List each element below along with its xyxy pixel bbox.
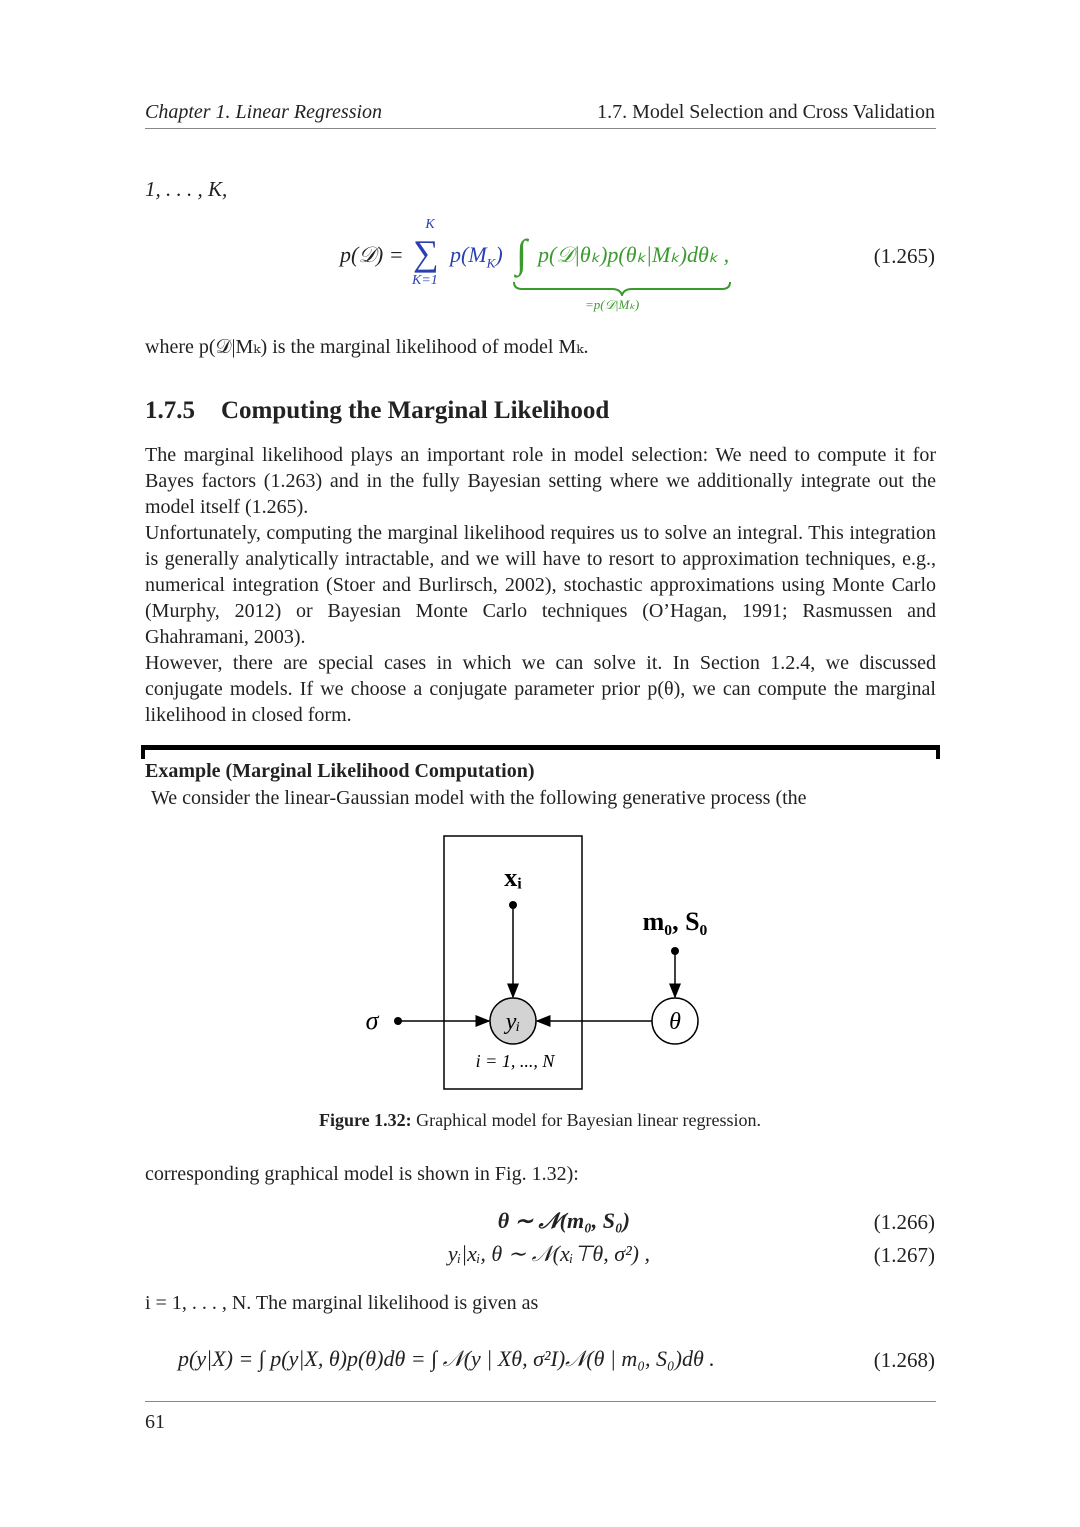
hyperparameter-label: m₀, S₀ <box>642 907 708 936</box>
paragraph: However, there are special cases in which we can solve it. In Section 1.2.4, we discussed conjugate models. If we choose a conjugate parameter prior p(θ), we can compute the marginal likelihood in closed form. <box>145 652 936 726</box>
sum-upper: K <box>425 217 435 232</box>
caption-text: Graphical model for Bayesian linear regression. <box>416 1110 762 1130</box>
equation-number: (1.265) <box>873 244 935 268</box>
integral-symbol: ∫ <box>516 231 527 276</box>
example-box-left-tick <box>141 745 145 759</box>
section-number: 1.7.5 <box>145 397 195 424</box>
equation-number-1267: (1.267) <box>873 1243 935 1267</box>
sum-lower: K=1 <box>412 273 438 288</box>
section-title: Computing the Marginal Likelihood <box>221 397 610 424</box>
eq-lhs: p(𝒟) = <box>340 242 404 267</box>
range-text: i = 1, . . . , N. The marginal likelihood is given as <box>145 1292 539 1314</box>
caption-label: Figure 1.32: <box>318 1110 412 1130</box>
after-figure-text: corresponding graphical model is shown in Fig. 1.32): <box>145 1163 579 1185</box>
equation-1268: p(y|X) = ∫ p(y|X, θ)p(θ)dθ = ∫ 𝒩(y | Xθ, σ²I)𝒩(θ | m₀, S₀)dθ . <box>178 1346 715 1371</box>
section-heading <box>145 396 609 426</box>
integrand: p(𝒟|θₖ)p(θₖ|Mₖ)dθₖ , <box>538 242 730 267</box>
equation-1266: θ ∼ 𝒩(m₀, S₀) <box>497 1208 630 1233</box>
header-rule <box>145 128 936 129</box>
footer-rule <box>145 1401 936 1402</box>
equation-number-1266: (1.266) <box>873 1210 935 1234</box>
equation-1267: yᵢ|xᵢ, θ ∼ 𝒩(xᵢ⊤θ, σ²) , <box>447 1241 650 1266</box>
sum-symbol: ∑ <box>413 233 439 273</box>
prior-sub: K <box>486 255 496 271</box>
running-header-section: 1.7. Model Selection and Cross Validation <box>597 101 935 123</box>
example-title: Example (Marginal Likelihood Computation) <box>145 760 535 782</box>
running-header-chapter: Chapter 1. Linear Regression <box>145 101 383 123</box>
plate-label: i = 1, ..., N <box>475 1051 555 1071</box>
paragraph: The marginal likelihood plays an important role in model selection: We need to compute it for Bayes factors (1.263) and in the fully Bayesian setting where we additionally integrate out the model itself (1.265). <box>145 444 936 518</box>
figure-caption <box>0 1109 1080 1131</box>
example-box-top-rule <box>141 745 940 750</box>
body-text <box>145 442 936 728</box>
y-node-label: yᵢ <box>505 1009 521 1035</box>
underbrace <box>512 280 732 296</box>
theta-node-label: θ <box>669 1009 681 1035</box>
intro-fragment: 1, . . . , K, <box>145 177 228 201</box>
x-node-label: xᵢ <box>504 863 522 892</box>
prior: p(M <box>450 242 487 267</box>
example-box-right-tick <box>936 745 940 759</box>
example-text: We consider the linear-Gaussian model with the following generative process (the <box>151 787 807 809</box>
underbrace-label: =p(𝒟|Mₖ) <box>585 297 640 312</box>
equation-number-1268: (1.268) <box>873 1348 935 1372</box>
paragraph: Unfortunately, computing the marginal likelihood requires us to solve an integral. This integration is generally analytically intractable, and we will have to resort to approximation techniques, e.g., numerical integration (Stoer and Burlirsch, 2002), stochastic approximations using Monte Carlo (Murphy, 2012) or Bayesian Monte Carlo techniques (O’Hagan, 1991; Rasmussen and Ghahramani, 2003). <box>145 522 936 648</box>
prior-end: ) <box>495 242 503 267</box>
graphical-model-figure <box>340 830 740 1100</box>
sigma-label: σ <box>365 1006 379 1035</box>
page-number: 61 <box>145 1411 165 1433</box>
after-equation-text: where p(𝒟|Mₖ) is the marginal likelihood of model Mₖ. <box>145 336 589 358</box>
